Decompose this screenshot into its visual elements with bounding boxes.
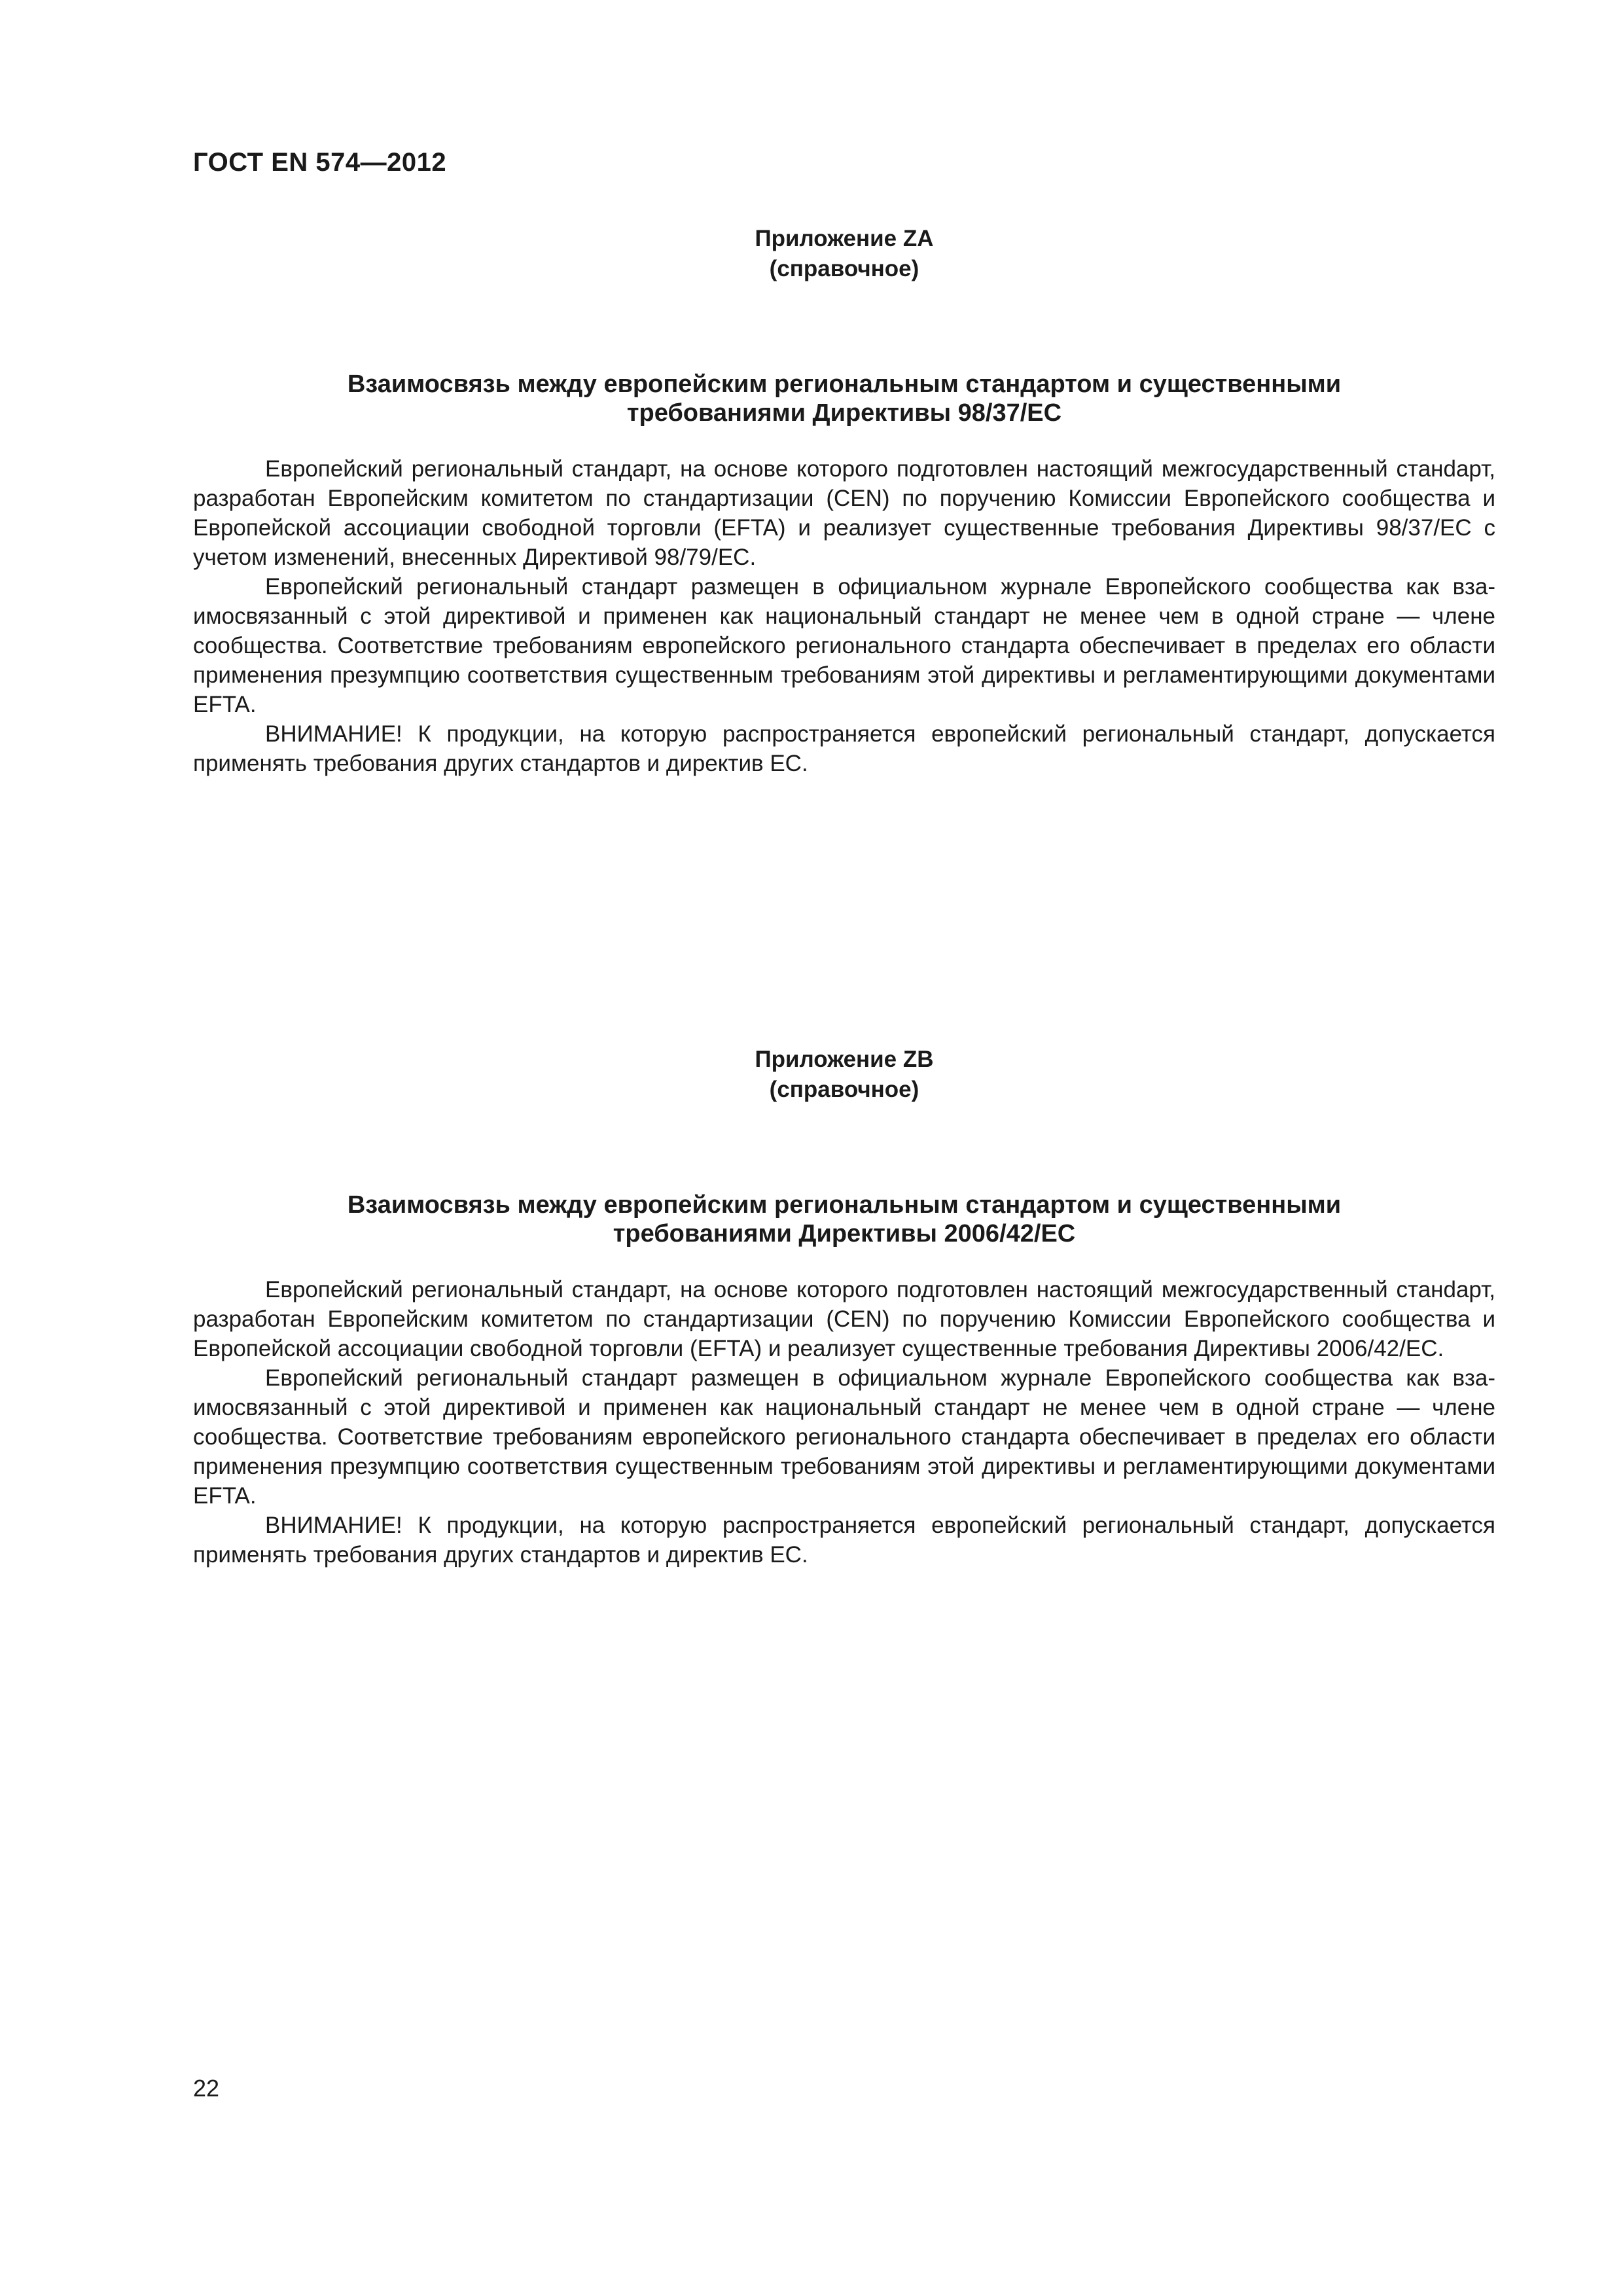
body-paragraph: Европейский региональный стандарт размещен в официальном журнале Европейского сообщества как взаимосвязанный с этой директивой и применен как национальный стандарт не менее чем в одной стране — члене сообщества. Соответствие требованиям европейского регионального стандарта обеспечивает в пределах его области применения презумпцию соответствия существенным требованиям этой директивы и регламентирующими документами EFTA. [193, 1365, 1495, 1509]
annex-heading [193, 1191, 1495, 1248]
annex-title: Приложение ZB [755, 1047, 934, 1072]
annex-heading-line-1: Взаимосвязь между европейским региональным стандартом и существенными [347, 370, 1342, 398]
warning-paragraph: ВНИМАНИЕ! К продукции, на которую распространяется европейский региональный стандарт, допускается применять требования других стандартов и директив ЕС. [193, 1513, 1495, 1568]
annex-title: Приложение ZA [755, 226, 934, 251]
annex-zb [193, 1045, 1495, 1570]
annex-heading [193, 370, 1495, 427]
annex-za [193, 224, 1495, 778]
body-paragraph: Европейский региональный стандарт размещен в официальном журнале Европейского сообщества как взаимосвязанный с этой директивой и применен как национальный стандарт не менее чем в одной стране — члене сообщества. Соответствие требованиям европейского регионального стандарта обеспечивает в пределах его области применения презумпцию соответствия существенным требованиям этой директивы и регламентирующими документами EFTA. [193, 574, 1495, 717]
annex-heading-line-1: Взаимосвязь между европейским региональным стандартом и существенными [347, 1191, 1342, 1219]
annex-body [193, 1275, 1495, 1570]
document-code: ГОСТ EN 574—2012 [193, 148, 447, 177]
warning-paragraph: ВНИМАНИЕ! К продукции, на которую распространяется европейский региональный стандарт, допускается применять требования других стандартов и директив ЕС. [193, 721, 1495, 776]
annex-heading-line-2: требованиями Директивы 2006/42/ЕС [613, 1220, 1076, 1247]
annex-subtitle: (справочное) [769, 256, 919, 281]
page-number: 22 [193, 2075, 220, 2102]
annex-body [193, 454, 1495, 778]
annex-heading-line-2: требованиями Директивы 98/37/ЕС [626, 399, 1062, 427]
body-paragraph: Европейский региональный стандарт, на основе которого подготовлен настоящий межгосударственный станdарт, разработан Европейским комитетом по стандартизации (CEN) по поручению Комиссии Европейского сообщества и Европейской ассоциации свободной торговли (EFTA) и реализует существенные требования Директивы 98/37/ЕС с учетом изменений, внесенных Директивой 98/79/ЕС. [193, 456, 1495, 570]
annex-subtitle: (справочное) [769, 1077, 919, 1102]
body-paragraph: Европейский региональный стандарт, на основе которого подготовлен настоящий межгосударственный станdарт, разработан Европейским комитетом по стандартизации (CEN) по поручению Комиссии Европейского сообщества и Европейской ассоциации свободной торговли (EFTA) и реализует существенные требования Директивы 2006/42/ЕС. [193, 1277, 1495, 1361]
